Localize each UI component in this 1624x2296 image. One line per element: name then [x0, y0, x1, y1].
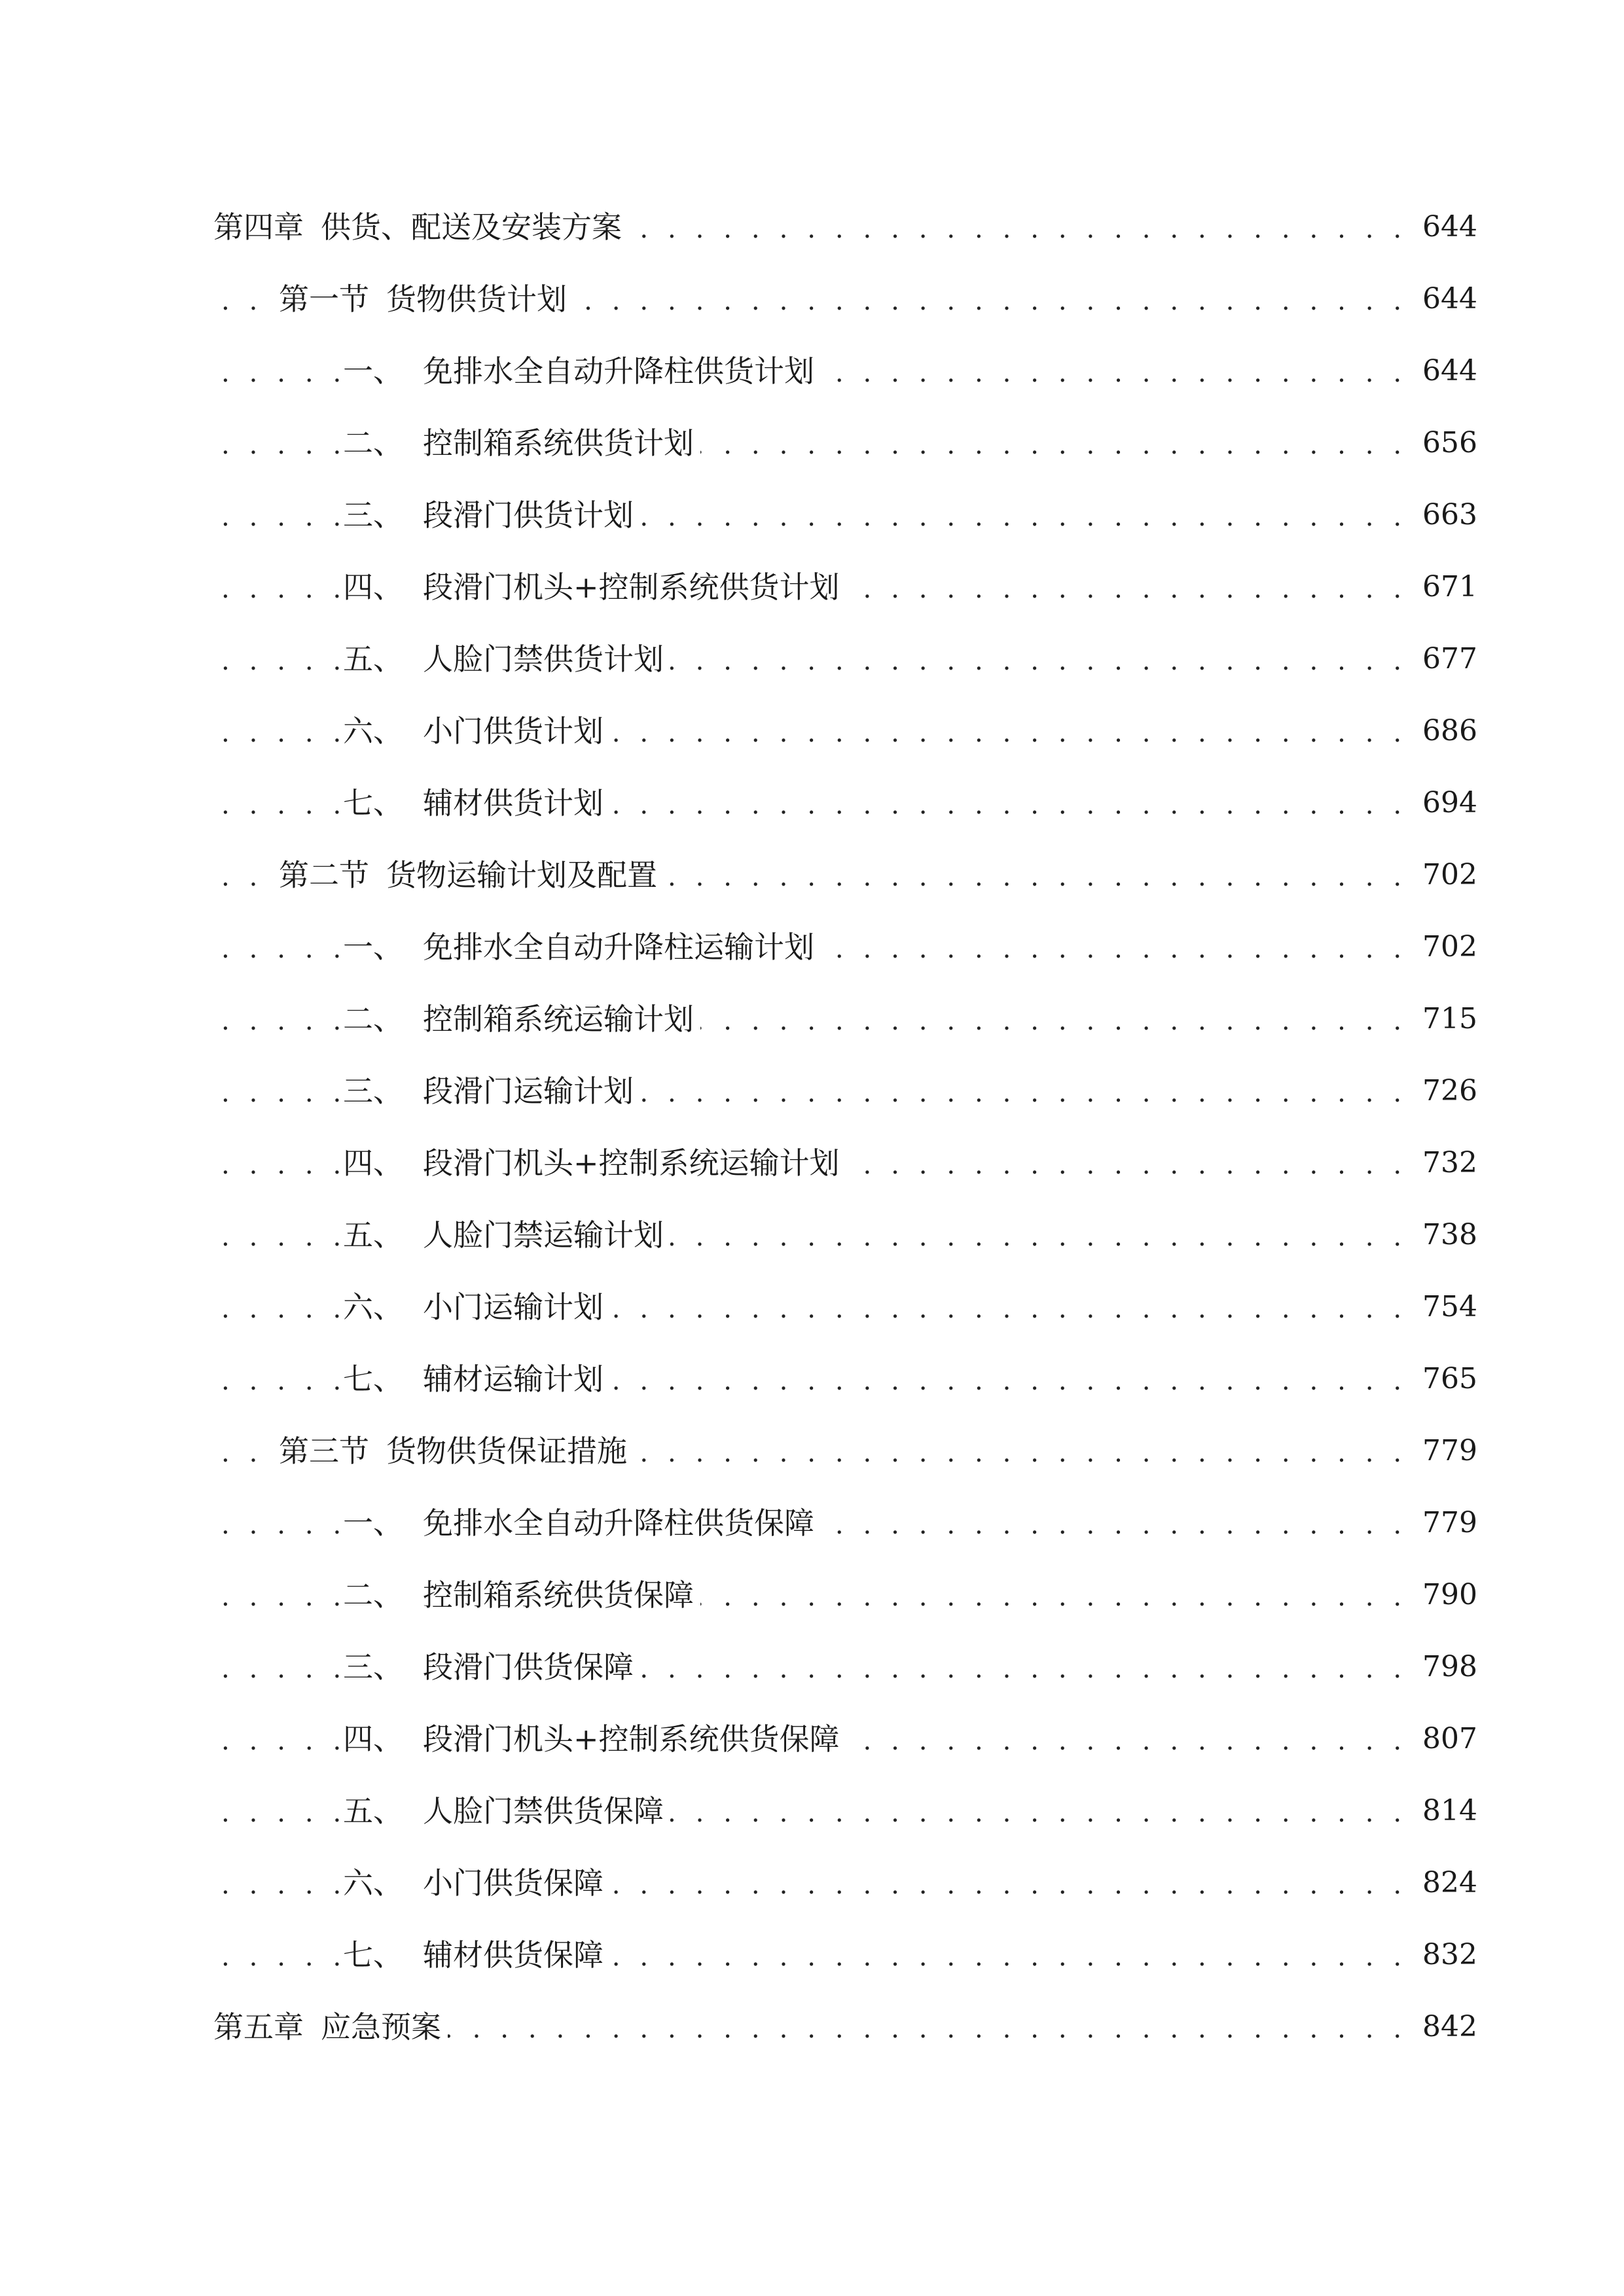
toc-entry-number: 二、 — [343, 1001, 403, 1037]
toc-entry[interactable] — [0, 1919, 1624, 1991]
toc-entry-title: 免排水全自动升降柱供货计划 — [423, 353, 814, 389]
toc-entry-page-number: 779 — [1417, 1487, 1477, 1559]
toc-entry-page-number: 798 — [1417, 1631, 1477, 1703]
toc-entry-number: 三、 — [343, 497, 403, 533]
toc-entry[interactable] — [0, 839, 1624, 911]
toc-entry-page-number: 824 — [1417, 1847, 1477, 1919]
toc-entry-label — [343, 767, 610, 839]
toc-entry-page-number: 790 — [1417, 1559, 1477, 1631]
toc-entry-label — [343, 623, 670, 695]
toc-entry-number: 五、 — [343, 641, 403, 677]
toc-entry-label — [279, 839, 664, 911]
toc-entry-label — [343, 1919, 610, 1991]
toc-entry-title: 控制箱系统供货计划 — [423, 425, 694, 461]
toc-entry-label — [343, 407, 700, 479]
toc-entry-page-number: 644 — [1417, 263, 1477, 335]
toc-entry-number: 五、 — [343, 1217, 403, 1253]
toc-entry-label — [343, 911, 821, 983]
toc-entry-page-number: 671 — [1417, 551, 1477, 623]
toc-entry[interactable] — [0, 551, 1624, 623]
toc-entry-label — [343, 1271, 610, 1343]
toc-entry-title: 辅材供货保障 — [423, 1937, 604, 1973]
toc-entry-page-number: 732 — [1417, 1127, 1477, 1199]
toc-entry-number: 一、 — [343, 353, 403, 389]
toc-entry-label — [343, 1703, 846, 1775]
toc-entry[interactable] — [0, 1055, 1624, 1127]
toc-entry[interactable] — [0, 191, 1624, 263]
toc-entry[interactable] — [0, 1127, 1624, 1199]
toc-entry[interactable] — [0, 1487, 1624, 1559]
toc-entry-title: 小门运输计划 — [423, 1289, 604, 1325]
toc-entry-label — [213, 191, 628, 263]
toc-entry-title: 段滑门运输计划 — [423, 1073, 634, 1109]
toc-entry-page-number: 702 — [1417, 839, 1477, 911]
toc-entry-title: 人脸门禁供货保障 — [423, 1793, 664, 1829]
toc-entry-page-number: 832 — [1417, 1919, 1477, 1991]
toc-entry[interactable] — [0, 1343, 1624, 1415]
toc-entry-number: 六、 — [343, 713, 403, 749]
toc-entry-label — [343, 1847, 610, 1919]
toc-entry-label — [343, 1127, 846, 1199]
toc-entry-page-number: 694 — [1417, 767, 1477, 839]
toc-entry[interactable] — [0, 623, 1624, 695]
toc-entry-page-number: 656 — [1417, 407, 1477, 479]
toc-entry[interactable] — [0, 479, 1624, 551]
toc-entry-label — [343, 1775, 670, 1847]
toc-entry[interactable] — [0, 983, 1624, 1055]
toc-entry-number: 五、 — [343, 1793, 403, 1829]
toc-entry-label — [343, 1559, 700, 1631]
toc-entry-label — [213, 1991, 448, 2063]
toc-entry-number: 一、 — [343, 1505, 403, 1541]
toc-entry-number: 三、 — [343, 1073, 403, 1109]
toc-entry-label — [343, 1487, 821, 1559]
toc-entry-page-number: 842 — [1417, 1991, 1477, 2063]
toc-entry-page-number: 663 — [1417, 479, 1477, 551]
toc-entry-title: 货物供货计划 — [386, 281, 567, 317]
toc-entry-number: 二、 — [343, 425, 403, 461]
toc-entry-number: 四、 — [343, 1721, 403, 1757]
toc-entry-label — [279, 1415, 634, 1487]
toc-entry[interactable] — [0, 335, 1624, 407]
toc-entry-page-number: 726 — [1417, 1055, 1477, 1127]
table-of-contents — [0, 191, 1624, 2063]
toc-entry[interactable] — [0, 1631, 1624, 1703]
toc-entry-page-number: 765 — [1417, 1343, 1477, 1415]
toc-entry-title: 人脸门禁运输计划 — [423, 1217, 664, 1253]
toc-entry-label — [343, 551, 846, 623]
toc-entry-number: 二、 — [343, 1577, 403, 1613]
toc-entry-page-number: 677 — [1417, 623, 1477, 695]
toc-entry-title: 货物运输计划及配置 — [386, 857, 657, 893]
toc-entry-title: 段滑门机头+控制系统供货保障 — [423, 1721, 840, 1757]
toc-entry-title: 人脸门禁供货计划 — [423, 641, 664, 677]
toc-entry[interactable] — [0, 1703, 1624, 1775]
toc-entry[interactable] — [0, 1559, 1624, 1631]
toc-entry[interactable] — [0, 1991, 1624, 2063]
toc-entry-title: 应急预案 — [321, 2009, 441, 2045]
toc-entry[interactable] — [0, 1847, 1624, 1919]
toc-entry-page-number: 686 — [1417, 695, 1477, 767]
toc-entry-page-number: 738 — [1417, 1199, 1477, 1271]
toc-entry-title: 小门供货保障 — [423, 1865, 604, 1901]
toc-entry-title: 控制箱系统供货保障 — [423, 1577, 694, 1613]
toc-entry[interactable] — [0, 695, 1624, 767]
toc-entry-number: 一、 — [343, 929, 403, 965]
toc-entry-number: 第五章 — [213, 2009, 304, 2045]
toc-entry-page-number: 702 — [1417, 911, 1477, 983]
toc-entry-number: 三、 — [343, 1649, 403, 1685]
toc-entry[interactable] — [0, 263, 1624, 335]
toc-entry-label — [343, 1199, 670, 1271]
toc-entry-number: 七、 — [343, 1937, 403, 1973]
toc-entry-label — [343, 479, 640, 551]
toc-entry-page-number: 644 — [1417, 335, 1477, 407]
toc-entry-label — [343, 983, 700, 1055]
toc-entry-number: 六、 — [343, 1289, 403, 1325]
toc-entry-number: 第三节 — [279, 1433, 369, 1469]
toc-entry-number: 第一节 — [279, 281, 369, 317]
toc-entry-page-number: 807 — [1417, 1703, 1477, 1775]
toc-entry-title: 供货、配送及安装方案 — [321, 209, 622, 245]
toc-entry-title: 货物供货保证措施 — [386, 1433, 627, 1469]
toc-entry-title: 小门供货计划 — [423, 713, 604, 749]
toc-entry-title: 段滑门机头+控制系统供货计划 — [423, 569, 840, 605]
toc-entry-page-number: 754 — [1417, 1271, 1477, 1343]
toc-entry[interactable] — [0, 1415, 1624, 1487]
toc-entry-number: 七、 — [343, 785, 403, 821]
toc-entry-title: 段滑门供货保障 — [423, 1649, 634, 1685]
toc-entry-title: 辅材运输计划 — [423, 1361, 604, 1397]
toc-entry[interactable] — [0, 1199, 1624, 1271]
toc-entry-title: 段滑门供货计划 — [423, 497, 634, 533]
toc-entry-number: 六、 — [343, 1865, 403, 1901]
toc-entry-title: 控制箱系统运输计划 — [423, 1001, 694, 1037]
toc-entry-title: 段滑门机头+控制系统运输计划 — [423, 1145, 840, 1181]
toc-entry-title: 免排水全自动升降柱运输计划 — [423, 929, 814, 965]
toc-entry[interactable] — [0, 1775, 1624, 1847]
toc-entry-page-number: 715 — [1417, 983, 1477, 1055]
toc-entry[interactable] — [0, 1271, 1624, 1343]
toc-entry[interactable] — [0, 407, 1624, 479]
toc-entry[interactable] — [0, 911, 1624, 983]
toc-entry-label — [343, 335, 821, 407]
toc-entry-label — [343, 1343, 610, 1415]
toc-entry-label — [343, 1055, 640, 1127]
toc-entry-number: 七、 — [343, 1361, 403, 1397]
toc-entry-page-number: 779 — [1417, 1415, 1477, 1487]
toc-entry-page-number: 814 — [1417, 1775, 1477, 1847]
toc-entry[interactable] — [0, 767, 1624, 839]
toc-entry-page-number: 644 — [1417, 191, 1477, 263]
toc-entry-label — [279, 263, 573, 335]
toc-entry-number: 四、 — [343, 569, 403, 605]
toc-entry-number: 第二节 — [279, 857, 369, 893]
toc-entry-number: 四、 — [343, 1145, 403, 1181]
toc-entry-label — [343, 1631, 640, 1703]
toc-entry-number: 第四章 — [213, 209, 304, 245]
toc-entry-label — [343, 695, 610, 767]
toc-entry-title: 辅材供货计划 — [423, 785, 604, 821]
toc-entry-title: 免排水全自动升降柱供货保障 — [423, 1505, 814, 1541]
